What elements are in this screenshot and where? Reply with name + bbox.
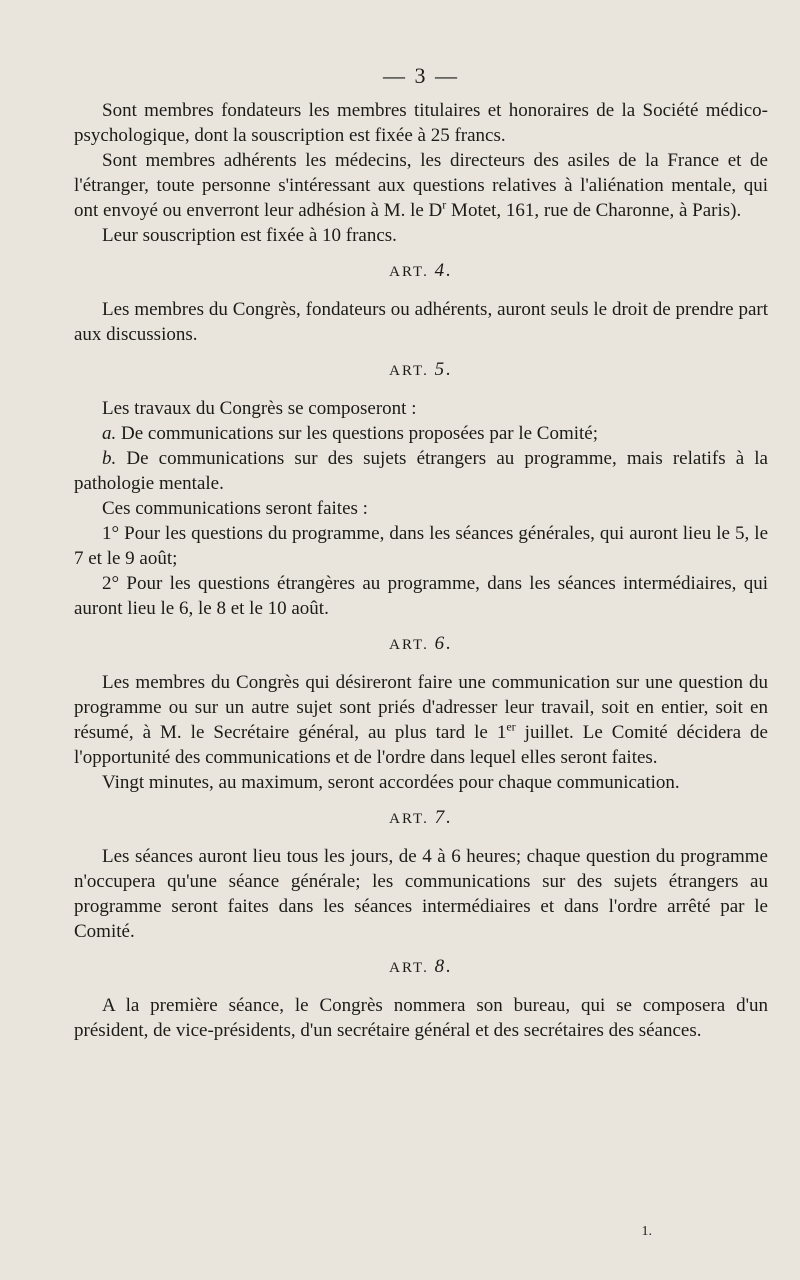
article-5-label: ART. (389, 363, 429, 379)
paragraph-souscription: Leur souscription est fixée à 10 francs. (102, 225, 397, 246)
article-4-label: ART. (389, 264, 429, 280)
item-b-letter: b. (102, 448, 117, 469)
paragraph-fondateurs: Sont membres fondateurs les membres titulaires et honoraires de la Société médico-psychologique, dont la souscription est fixée à 25 francs. (74, 100, 768, 146)
paragraph-adherents-text: Sont membres adhérents les médecins, les directeurs des asiles de la France et de l'étranger, toute personne s'intéressant aux questions relatives à l'aliénation mentale, qui ont envoyé ou enverront leur adhésion à M. le D (74, 150, 768, 221)
article-8-number: 8. (434, 956, 453, 977)
article-4-text: Les membres du Congrès, fondateurs ou adhérents, auront seuls le droit de prendre part aux discussions. (74, 299, 768, 345)
article-7-number: 7. (434, 807, 453, 828)
signature-mark: 1. (641, 1224, 652, 1239)
page-number: — 3 — (383, 63, 459, 88)
article-8-label: ART. (389, 960, 429, 976)
article-7-label: ART. (389, 811, 429, 827)
item-b-text: De communications sur des sujets étrangers au programme, mais relatifs à la pathologie mentale. (74, 448, 768, 494)
superscript-r: r (442, 197, 447, 212)
article-6-text (74, 670, 768, 770)
article-6-text-main: Les membres du Congrès qui désireront faire une communication sur une question du programme ou sur un autre sujet sont priés d'adresser leur travail, soit en entier, soit en résumé, à M. le Secrétaire général, au plus tard le 1 (74, 672, 768, 743)
article-6-text2: Vingt minutes, au maximum, seront accordées pour chaque communication. (102, 772, 680, 793)
article-4-heading (74, 262, 768, 281)
article-5-item-2: 2° Pour les questions étrangères au programme, dans les séances intermédiaires, qui auront lieu le 6, le 8 et le 10 août. (74, 573, 768, 619)
article-5-item-a (74, 421, 768, 446)
article-7-text: Les séances auront lieu tous les jours, de 4 à 6 heures; chaque question du programme n'occupera qu'une séance générale; les communications sur des sujets étrangers au programme seront faites dans les séances intermédiaires et dans l'ordre arrêté par le Comité. (74, 846, 768, 942)
article-6-label: ART. (389, 637, 429, 653)
article-5-ces: Ces communications seront faites : (102, 498, 368, 519)
article-6-number: 6. (434, 633, 453, 654)
article-7-heading (74, 809, 768, 828)
article-8-text: A la première séance, le Congrès nommera son bureau, qui se composera d'un président, de vice-présidents, d'un secrétaire général et des secrétaires des séances. (74, 995, 768, 1041)
superscript-er: er (506, 719, 516, 734)
article-5-item-1: 1° Pour les questions du programme, dans les séances générales, qui auront lieu le 5, le 7 et le 9 août; (74, 523, 768, 569)
article-4-number: 4. (434, 260, 453, 281)
article-5-intro: Les travaux du Congrès se composeront : (102, 398, 417, 419)
article-8-heading (74, 958, 768, 977)
item-a-letter: a. (102, 423, 117, 444)
article-5-number: 5. (434, 359, 453, 380)
article-5-heading (74, 361, 768, 380)
article-6-text-end: juillet. Le Comité décidera de l'opportunité des communications et de l'ordre dans lequel elles seront faites. (74, 722, 768, 768)
item-a-text: De communications sur les questions proposées par le Comité; (116, 423, 599, 444)
article-5-item-b (74, 446, 768, 496)
paragraph-adherents (74, 148, 768, 223)
body-text (74, 98, 768, 1043)
article-6-heading (74, 635, 768, 654)
paragraph-adherents-end: Motet, 161, rue de Charonne, à Paris). (446, 200, 742, 221)
